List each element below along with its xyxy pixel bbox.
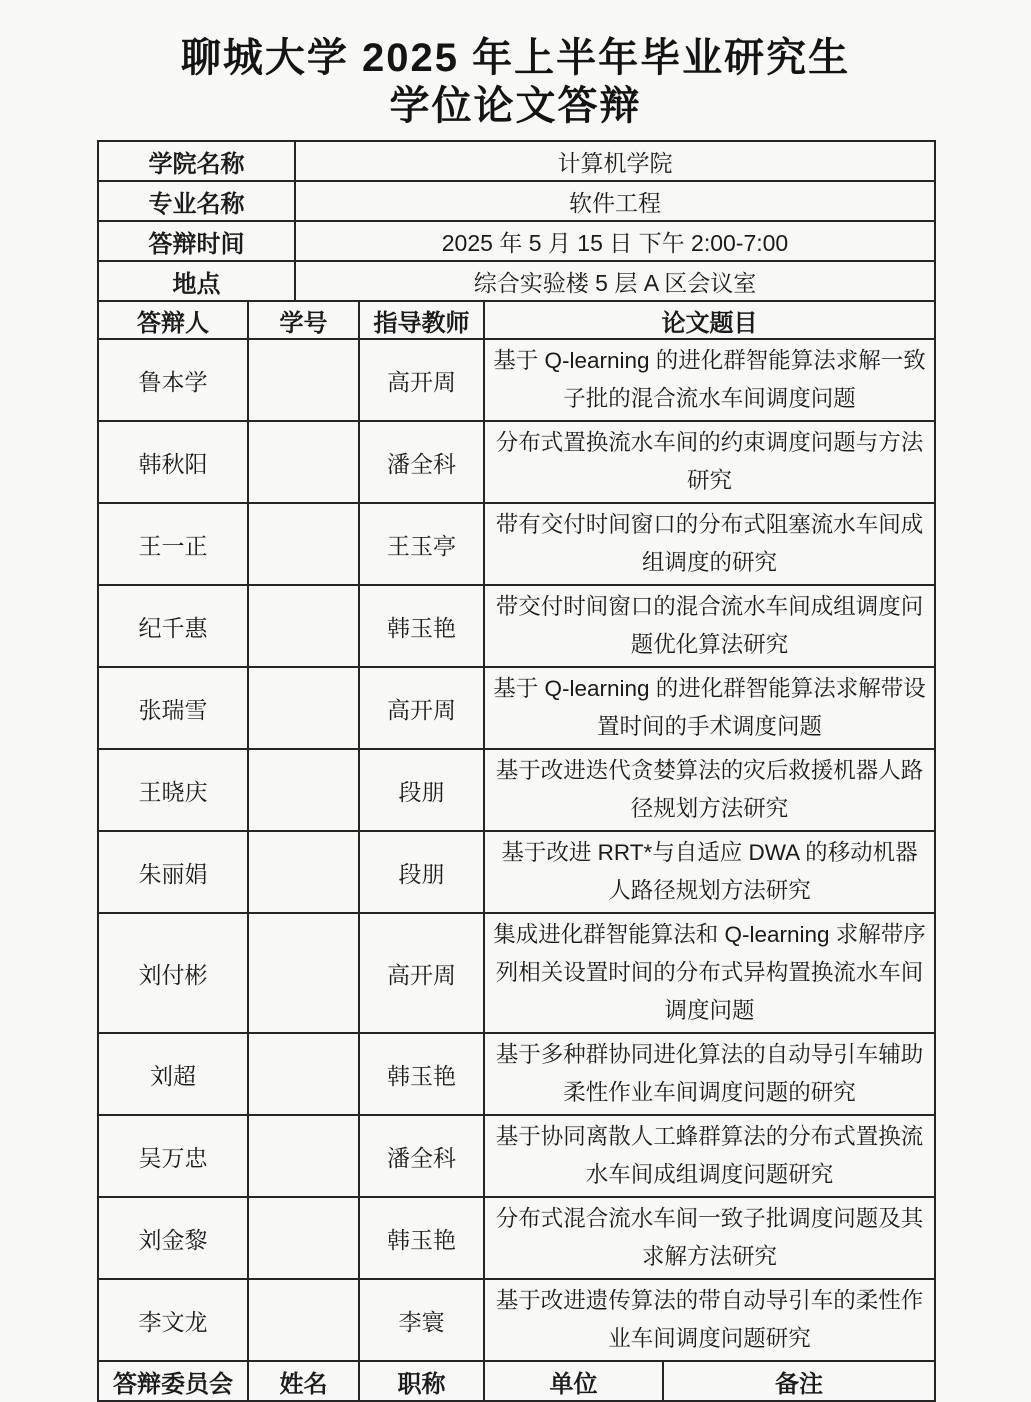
thesis-title-cell: 基于 Q-learning 的进化群智能算法求解带设置时间的手术调度问题 xyxy=(484,667,935,749)
supervisor-column-header: 指导教师 xyxy=(359,301,484,339)
supervisor-cell: 王玉亭 xyxy=(359,503,484,585)
defender-name-cell: 刘金黎 xyxy=(98,1197,248,1279)
defense-schedule-document xyxy=(97,140,934,1402)
schedule-table xyxy=(97,300,936,1362)
defender-name-cell: 韩秋阳 xyxy=(98,421,248,503)
schedule-row xyxy=(98,749,935,831)
info-row-location xyxy=(98,261,935,301)
document-title xyxy=(0,0,1031,130)
student-id-cell xyxy=(248,585,359,667)
thesis-title-cell: 集成进化群智能算法和 Q-learning 求解带序列相关设置时间的分布式异构置换流水车间调度问题 xyxy=(484,913,935,1033)
major-name-label: 专业名称 xyxy=(98,181,295,221)
defender-name-cell: 刘超 xyxy=(98,1033,248,1115)
schedule-row xyxy=(98,585,935,667)
student-id-cell xyxy=(248,339,359,421)
committee-name-column-header: 姓名 xyxy=(248,1361,359,1401)
thesis-title-cell: 分布式混合流水车间一致子批调度问题及其求解方法研究 xyxy=(484,1197,935,1279)
committee-title-column-header: 职称 xyxy=(359,1361,484,1401)
defender-name-cell: 刘付彬 xyxy=(98,913,248,1033)
schedule-row xyxy=(98,503,935,585)
defender-name-cell: 王一正 xyxy=(98,503,248,585)
schedule-row xyxy=(98,913,935,1033)
student-id-cell xyxy=(248,1279,359,1361)
thesis-title-cell: 基于 Q-learning 的进化群智能算法求解一致子批的混合流水车间调度问题 xyxy=(484,339,935,421)
major-name-value: 软件工程 xyxy=(295,181,935,221)
supervisor-cell: 李寰 xyxy=(359,1279,484,1361)
info-row-college xyxy=(98,141,935,181)
defender-name-cell: 张瑞雪 xyxy=(98,667,248,749)
schedule-row xyxy=(98,1033,935,1115)
location-label: 地点 xyxy=(98,261,295,301)
committee-header-row xyxy=(98,1361,935,1401)
committee-header-table xyxy=(97,1360,936,1402)
student-id-cell xyxy=(248,667,359,749)
schedule-row xyxy=(98,1115,935,1197)
thesis-title-column-header: 论文题目 xyxy=(484,301,935,339)
student-id-cell xyxy=(248,1115,359,1197)
supervisor-cell: 高开周 xyxy=(359,913,484,1033)
schedule-row xyxy=(98,421,935,503)
defender-name-cell: 鲁本学 xyxy=(98,339,248,421)
defender-name-cell: 李文龙 xyxy=(98,1279,248,1361)
schedule-row xyxy=(98,831,935,913)
student-id-column-header: 学号 xyxy=(248,301,359,339)
committee-remark-column-header: 备注 xyxy=(663,1361,935,1401)
defender-name-cell: 王晓庆 xyxy=(98,749,248,831)
student-id-cell xyxy=(248,831,359,913)
student-id-cell xyxy=(248,913,359,1033)
student-id-cell xyxy=(248,1033,359,1115)
committee-unit-column-header: 单位 xyxy=(484,1361,663,1401)
supervisor-cell: 段朋 xyxy=(359,831,484,913)
schedule-row xyxy=(98,339,935,421)
defense-time-value: 2025 年 5 月 15 日 下午 2:00-7:00 xyxy=(295,221,935,261)
supervisor-cell: 韩玉艳 xyxy=(359,1197,484,1279)
student-id-cell xyxy=(248,749,359,831)
thesis-title-cell: 基于改进迭代贪婪算法的灾后救援机器人路径规划方法研究 xyxy=(484,749,935,831)
schedule-row xyxy=(98,1197,935,1279)
schedule-row xyxy=(98,667,935,749)
college-name-value: 计算机学院 xyxy=(295,141,935,181)
thesis-title-cell: 带交付时间窗口的混合流水车间成组调度问题优化算法研究 xyxy=(484,585,935,667)
supervisor-cell: 韩玉艳 xyxy=(359,585,484,667)
thesis-title-cell: 基于改进 RRT*与自适应 DWA 的移动机器人路径规划方法研究 xyxy=(484,831,935,913)
defender-name-cell: 吴万忠 xyxy=(98,1115,248,1197)
student-id-cell xyxy=(248,503,359,585)
location-value: 综合实验楼 5 层 A 区会议室 xyxy=(295,261,935,301)
info-table xyxy=(97,140,936,302)
document-title-line1: 聊城大学 2025 年上半年毕业研究生 xyxy=(180,36,851,80)
info-row-major xyxy=(98,181,935,221)
student-id-cell xyxy=(248,1197,359,1279)
supervisor-cell: 高开周 xyxy=(359,667,484,749)
info-row-time xyxy=(98,221,935,261)
thesis-title-cell: 基于协同离散人工蜂群算法的分布式置换流水车间成组调度问题研究 xyxy=(484,1115,935,1197)
thesis-title-cell: 分布式置换流水车间的约束调度问题与方法研究 xyxy=(484,421,935,503)
thesis-title-cell: 基于改进遗传算法的带自动导引车的柔性作业车间调度问题研究 xyxy=(484,1279,935,1361)
supervisor-cell: 段朋 xyxy=(359,749,484,831)
supervisor-cell: 韩玉艳 xyxy=(359,1033,484,1115)
document-title-line2: 学位论文答辩 xyxy=(389,84,642,128)
defender-name-cell: 纪千惠 xyxy=(98,585,248,667)
supervisor-cell: 高开周 xyxy=(359,339,484,421)
student-id-cell xyxy=(248,421,359,503)
defender-name-cell: 朱丽娟 xyxy=(98,831,248,913)
schedule-header-row xyxy=(98,301,935,339)
schedule-row xyxy=(98,1279,935,1361)
thesis-title-cell: 带有交付时间窗口的分布式阻塞流水车间成组调度的研究 xyxy=(484,503,935,585)
thesis-title-cell: 基于多种群协同进化算法的自动导引车辅助柔性作业车间调度问题的研究 xyxy=(484,1033,935,1115)
supervisor-cell: 潘全科 xyxy=(359,1115,484,1197)
college-name-label: 学院名称 xyxy=(98,141,295,181)
defender-column-header: 答辩人 xyxy=(98,301,248,339)
committee-label: 答辩委员会 xyxy=(98,1361,248,1401)
defense-time-label: 答辩时间 xyxy=(98,221,295,261)
supervisor-cell: 潘全科 xyxy=(359,421,484,503)
